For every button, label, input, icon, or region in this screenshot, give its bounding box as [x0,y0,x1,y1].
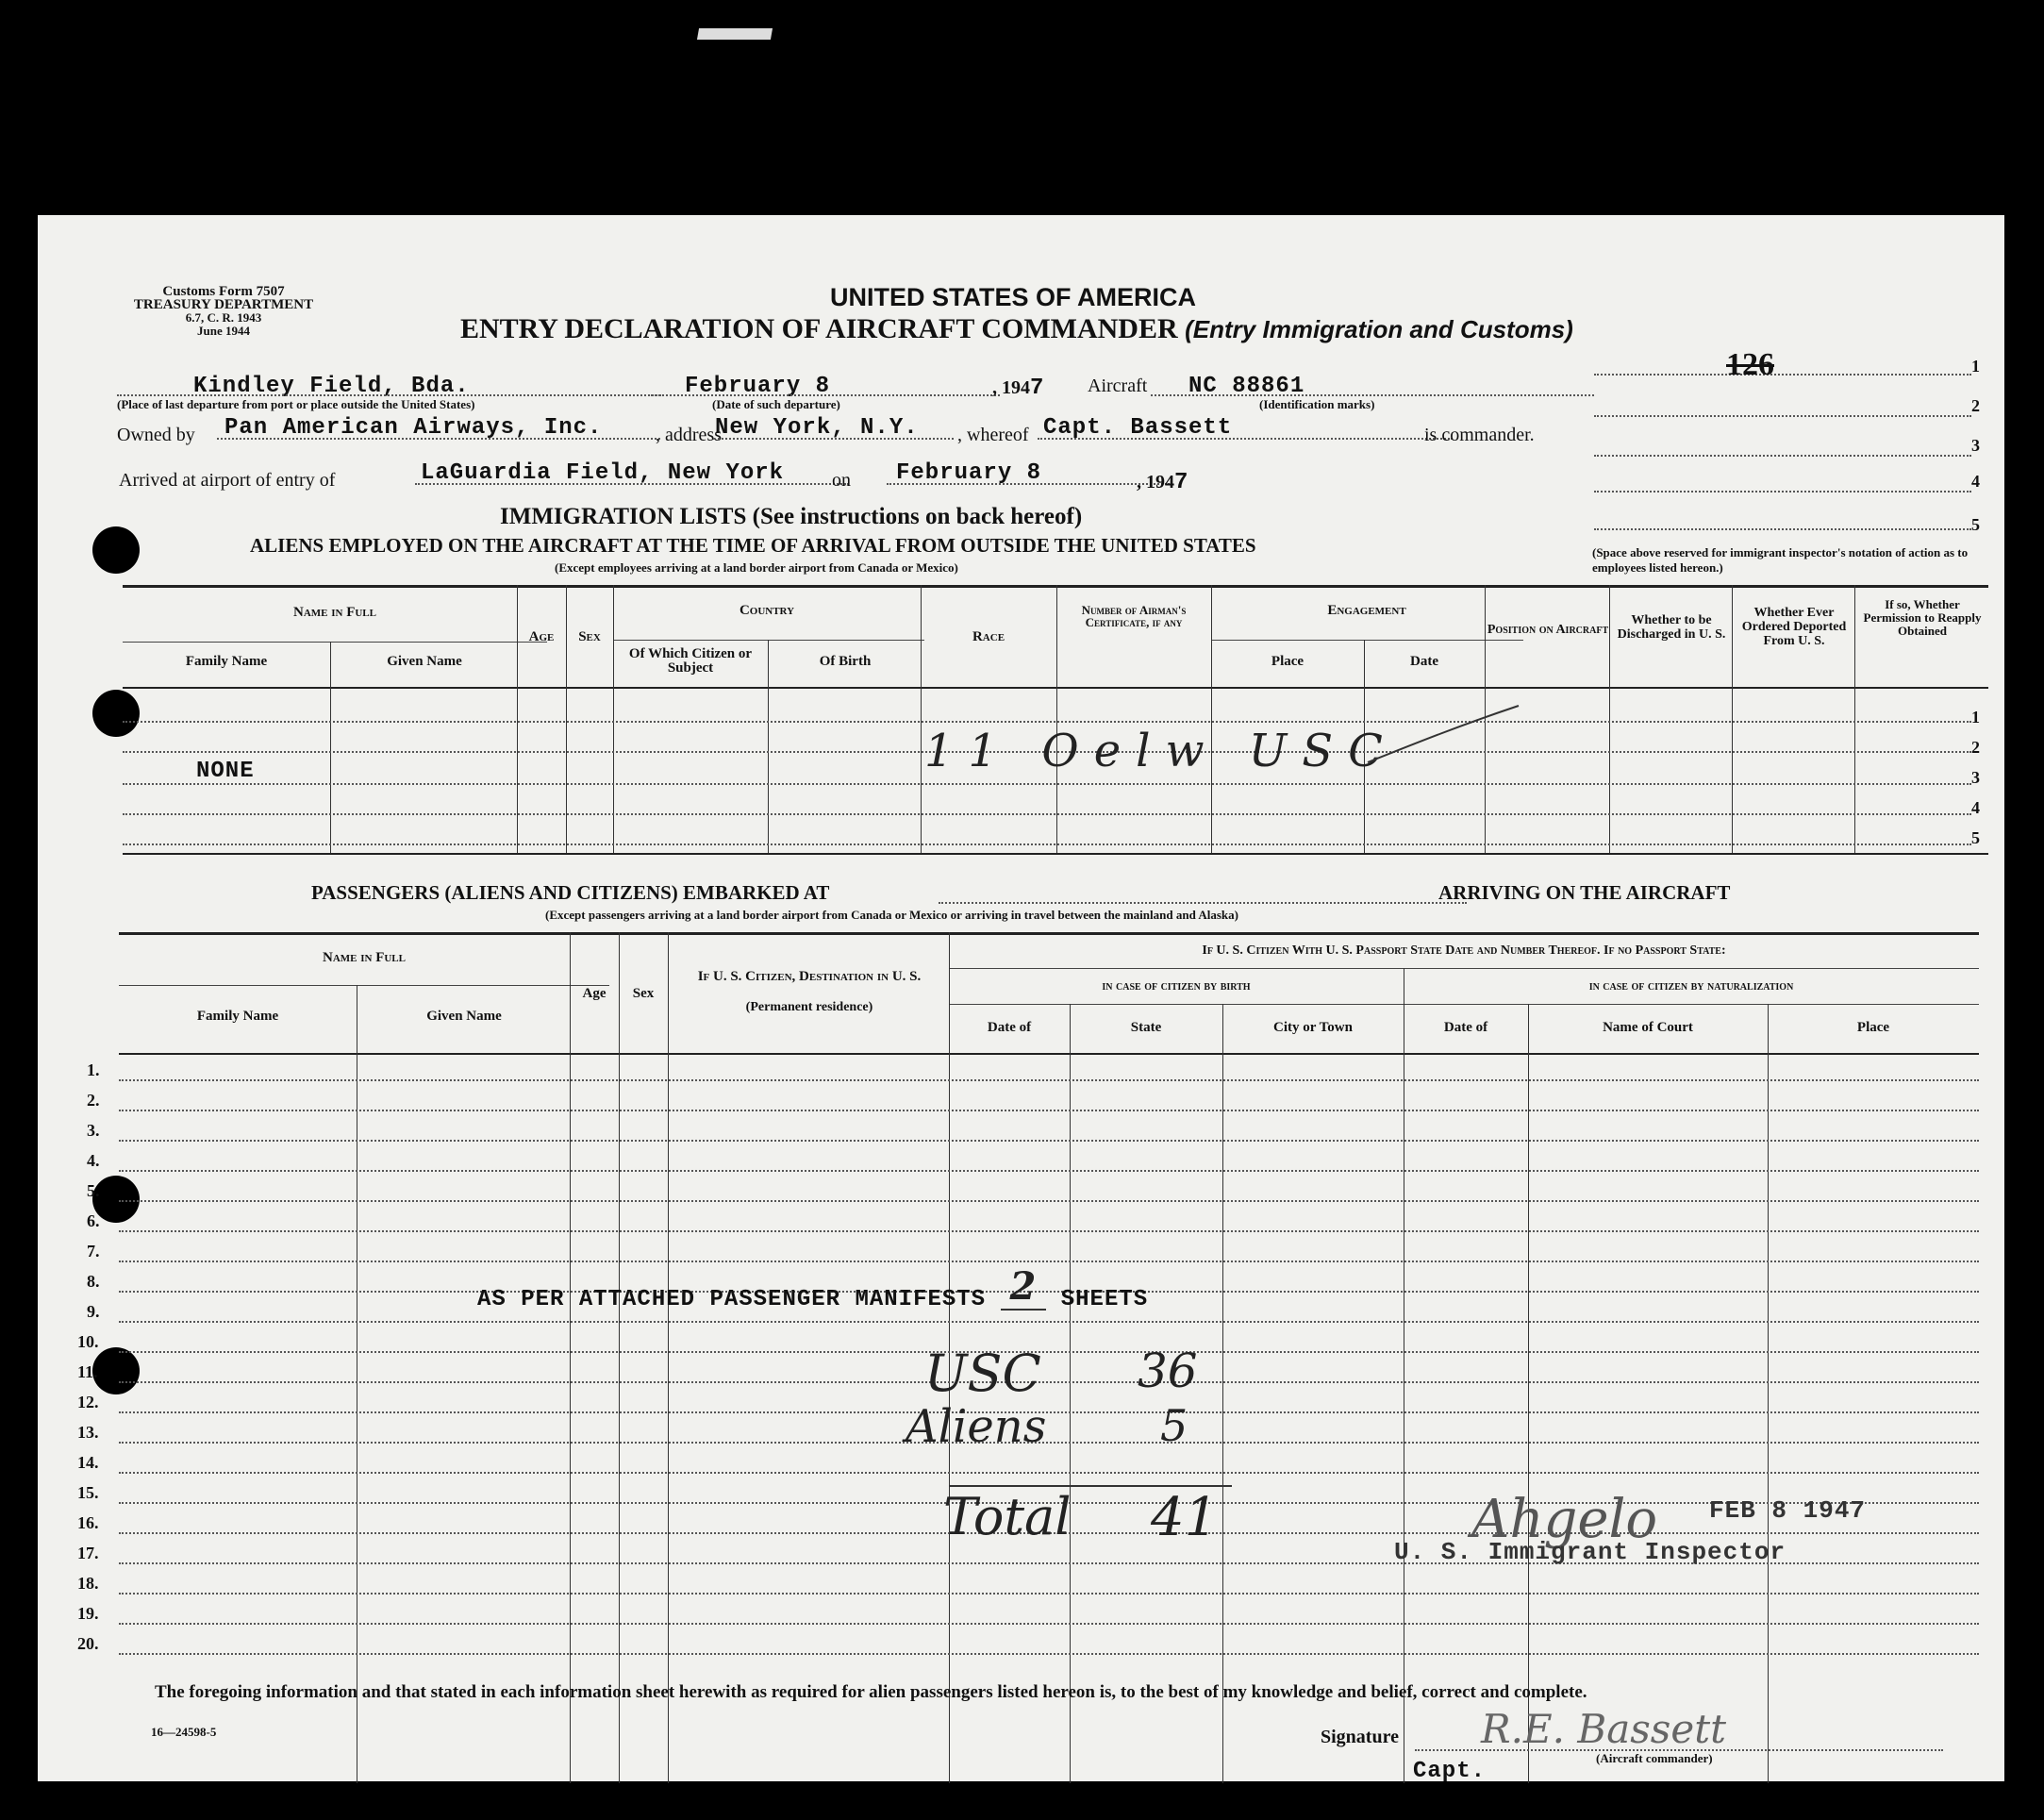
department-name: TREASURY DEPARTMENT [133,297,314,312]
departure-year [992,376,1044,401]
aliens-name-split [123,642,547,643]
aliens-header-engagement: Engagement [1327,603,1406,618]
passenger-row-line [119,1079,1979,1081]
punch-hole [92,690,140,737]
aliens-header-position: Position on Aircraft [1487,623,1609,637]
inspector-line-number: 2 [1971,396,1980,415]
inspector-line-4 [1594,491,1971,493]
manifest-count: 2 [1001,1264,1047,1311]
passengers-table-top [119,932,1979,935]
passenger-row-number: 20. [77,1634,99,1653]
form-edition: June 1944 [197,324,250,338]
passengers-header-destination: If U. S. Citizen, Destination in U. S. [697,969,922,984]
inspector-note: (Space above reserved for immigrant inspector's notation of action as to employees listed hereon.) [1592,545,1969,575]
aliens-header-citizen: Of Which Citizen or Subject [628,646,753,676]
passenger-row-number: 8. [87,1272,100,1291]
customs-form-number: Customs Form 7507 [162,284,285,299]
departure-place-line [117,394,664,396]
aliens-header-certificate: Number of Airman's Certificate, if any [1081,603,1187,629]
passenger-row-number: 5. [87,1181,100,1200]
departure-year-digit: 7 [1030,376,1045,401]
departure-date: February 8 [685,374,831,399]
address-label: , address [656,425,722,445]
country-title: UNITED STATES OF AMERICA [830,283,1196,311]
inspector-line-1 [1594,374,1971,376]
passenger-row-number: 12. [77,1393,99,1411]
handwritten-crew-note: 11 Oelw USC [924,725,1398,777]
aliens-header-discharged: Whether to be Discharged in U. S. [1617,613,1726,642]
passenger-row-line [119,1593,1979,1595]
passengers-header-given: Given Name [426,1009,502,1024]
passenger-row-line [119,1411,1979,1413]
passenger-row-line [119,1230,1979,1232]
passenger-row-line [119,1351,1979,1353]
inspector-line-2 [1594,415,1971,417]
passengers-header-city: City or Town [1273,1020,1353,1035]
departure-date-caption: (Date of such departure) [712,397,840,411]
passenger-row-number: 15. [77,1483,99,1502]
passenger-row-number: 2. [87,1091,100,1110]
main-subtitle: (Entry Immigration and Customs) [1185,315,1573,343]
inspector-line-number: 1 [1971,357,1980,376]
commander-signature: R.E. Bassett [1481,1706,1726,1752]
aliens-row-line [123,783,1971,785]
aliens-row-number: 4 [1971,798,1980,817]
citizenship-split [949,1004,1979,1005]
inspection-stamp-date: FEB 8 1947 [1709,1496,1867,1525]
aliens-header-bottom [123,687,1988,689]
passenger-row-number: 4. [87,1151,100,1170]
immigration-subtitle: ALIENS EMPLOYED ON THE AIRCRAFT AT THE TIME OF ARRIVAL FROM OUTSIDE THE UNITED STATES [250,534,1256,557]
owner-line [217,438,660,440]
handwritten-stroke [1358,696,1528,772]
passenger-row-line [119,1110,1979,1111]
passport-header-split [949,968,1979,969]
passengers-header-name: Name in Full [322,950,406,965]
commander-rank: Capt. [1413,1759,1487,1784]
aliens-entry-none: NONE [196,759,255,784]
passengers-header-family: Family Name [196,1009,279,1024]
passengers-note: (Except passengers arriving at a land border airport from Canada or Mexico or arriving in travel between the mainland and Alaska) [545,908,1238,922]
passenger-row-line [119,1200,1979,1202]
aliens-row-number: 2 [1971,738,1980,757]
aliens-header-family: Family Name [185,654,268,669]
owner-address: New York, N.Y. [715,415,919,441]
passengers-header-court: Name of Court [1603,1020,1693,1035]
arrival-date-line [887,483,1170,485]
aliens-header-age: Age [528,629,555,644]
passengers-header-date-of-2: Date of [1443,1020,1488,1035]
passenger-row-line [119,1321,1979,1323]
inspector-line-number: 4 [1971,472,1980,491]
aliens-row-line [123,721,1971,723]
passengers-header-state: State [1130,1020,1162,1035]
tally-total-value: 41 [1151,1487,1219,1548]
owned-by-label: Owned by [117,425,195,445]
tally-total-label: Total [943,1487,1072,1546]
aliens-header-date: Date [1410,654,1438,669]
passenger-row-line [119,1472,1979,1474]
passenger-row-number: 17. [77,1544,99,1562]
passenger-row-line [119,1261,1979,1262]
aliens-header-given: Given Name [387,654,462,669]
tally-usc-value: 36 [1138,1344,1198,1398]
aliens-header-permission: If so, Whether Permission to Reapply Obtained [1863,597,1982,638]
page-title [460,313,1573,345]
arrival-on-label: on [832,470,851,491]
embarked-at-line [939,902,1467,904]
immigration-title: IMMIGRATION LISTS (See instructions on back hereof) [500,504,1083,529]
aliens-header-name: Name in Full [292,605,376,620]
col-divider [1768,1004,1769,1783]
signature-label: Signature [1321,1727,1399,1747]
col-divider [768,640,769,853]
aliens-header-place: Place [1271,654,1305,669]
passengers-header-destination-note: (Permanent residence) [745,1000,873,1014]
arrival-year [1137,470,1188,495]
passenger-row-line [119,1170,1979,1172]
departure-year-prefix: , 194 [992,377,1030,398]
aliens-header-country: Country [739,603,795,618]
commander-name: Capt. Bassett [1043,415,1233,441]
immigration-note: (Except employees arriving at a land border airport from Canada or Mexico) [555,560,958,575]
departure-place-caption: (Place of last departure from port or place outside the United States) [117,397,475,411]
passengers-header-passport: If U. S. Citizen With U. S. Passport State Date and Number Thereof. If no Passport State: [1202,943,1726,958]
passenger-row-number: 7. [87,1242,100,1261]
form-identifier [115,285,332,338]
punch-hole [92,526,140,574]
col-divider [330,642,331,853]
address-line [713,438,954,440]
aircraft-label: Aircraft [1088,376,1148,396]
inspector-number: 126 [1726,347,1774,382]
arrival-year-prefix: , 194 [1137,472,1174,493]
passenger-row-line [119,1442,1979,1444]
tally-aliens-label: Aliens [906,1400,1047,1453]
commander-line [1038,438,1453,440]
aliens-header-sex: Sex [578,629,601,644]
passenger-row-number: 19. [77,1604,99,1623]
arrival-year-digit: 7 [1174,470,1189,495]
form-print-number: 16—24598-5 [151,1725,217,1739]
aliens-table-top [123,585,1988,588]
passenger-row-number: 10. [77,1332,99,1351]
passenger-row-number: 1. [87,1060,100,1079]
aliens-row-line [123,813,1971,815]
passenger-row-line [119,1653,1979,1655]
passengers-header-by-birth: in case of citizen by birth [1102,979,1251,993]
departure-date-line [651,394,1000,396]
col-divider [1070,1004,1071,1783]
passenger-row-number: 3. [87,1121,100,1140]
passenger-row-number: 18. [77,1574,99,1593]
passenger-row-line [119,1140,1979,1142]
departure-place: Kindley Field, Bda. [193,374,470,399]
aircraft-line [1151,394,1594,396]
manifest-text [477,1264,1149,1314]
passengers-header-by-naturalization: in case of citizen by naturalization [1588,979,1794,993]
manifest-text-2: SHEETS [1060,1287,1149,1312]
aliens-row-number: 5 [1971,828,1980,847]
col-divider [668,932,669,1783]
tally-aliens-value: 5 [1160,1400,1188,1451]
col-divider [619,932,620,1783]
passengers-header-place: Place [1856,1020,1890,1035]
passenger-row-line [119,1381,1979,1383]
passengers-header-age: Age [582,986,607,1001]
aliens-table-bottom [123,853,1988,855]
passenger-row-number: 9. [87,1302,100,1321]
passenger-row-number: 11. [77,1362,98,1381]
certification-statement: The foregoing information and that stated in each information sheet herewith as required for alien passengers listed hereon is, to the best of my knowledge and belief, correct and complete. [155,1682,1587,1702]
aliens-engagement-split [1212,640,1523,641]
inspector-line-number: 3 [1971,436,1980,455]
passengers-header-date-of: Date of [987,1020,1032,1035]
punch-hole [92,1176,140,1223]
passengers-name-split [119,985,609,986]
scan-tab-mark [697,28,773,40]
aliens-country-split [613,640,924,641]
col-divider [570,932,571,1783]
signature-caption: (Aircraft commander) [1596,1751,1713,1765]
passenger-row-number: 14. [77,1453,99,1472]
aircraft-caption: (Identification marks) [1259,397,1375,411]
arrival-airport: LaGuardia Field, New York [421,460,785,486]
inspector-line-number: 5 [1971,515,1980,534]
inspector-title: U. S. Immigrant Inspector [1394,1538,1786,1566]
passenger-row-number: 6. [87,1211,100,1230]
aliens-row-number: 3 [1971,768,1980,787]
inspector-line-3 [1594,455,1971,457]
passengers-header-bottom [119,1053,1979,1055]
tally-usc-label: USC [924,1344,1041,1403]
owner-name: Pan American Airways, Inc. [224,415,603,441]
main-title: ENTRY DECLARATION OF AIRCRAFT COMMANDER [460,313,1178,344]
commander-suffix: is commander. [1424,425,1535,445]
passenger-row-line [119,1623,1979,1625]
inspector-line-5 [1594,528,1971,530]
aliens-header-race: Race [972,629,1005,644]
passengers-title-right: ARRIVING ON THE AIRCRAFT [1438,881,1731,904]
inspector-signature: Ahgelo [1471,1489,1658,1550]
passengers-header-sex: Sex [632,986,655,1001]
manifest-text-1: AS PER ATTACHED PASSENGER MANIFESTS [477,1287,987,1312]
col-divider [1528,1004,1529,1783]
regulation-ref: 6.7, C. R. 1943 [185,310,262,325]
col-divider [1222,1004,1223,1783]
aliens-row-line [123,843,1971,845]
arrival-label: Arrived at airport of entry of [119,470,336,491]
aliens-header-deported: Whether Ever Ordered Deported From U. S. [1741,606,1847,648]
passenger-row-number: 16. [77,1513,99,1532]
aliens-header-birth: Of Birth [819,654,872,669]
aircraft-id: NC 88861 [1188,374,1305,399]
arrival-date: February 8 [896,460,1042,486]
passengers-title-left: PASSENGERS (ALIENS AND CITIZENS) EMBARKED AT [311,881,830,904]
document-page [38,215,2004,1784]
arrival-airport-line [415,483,849,485]
passenger-row-number: 13. [77,1423,99,1442]
punch-hole [92,1347,140,1394]
aliens-row-number: 1 [1971,708,1980,726]
whereof-label: , whereof [957,425,1029,445]
